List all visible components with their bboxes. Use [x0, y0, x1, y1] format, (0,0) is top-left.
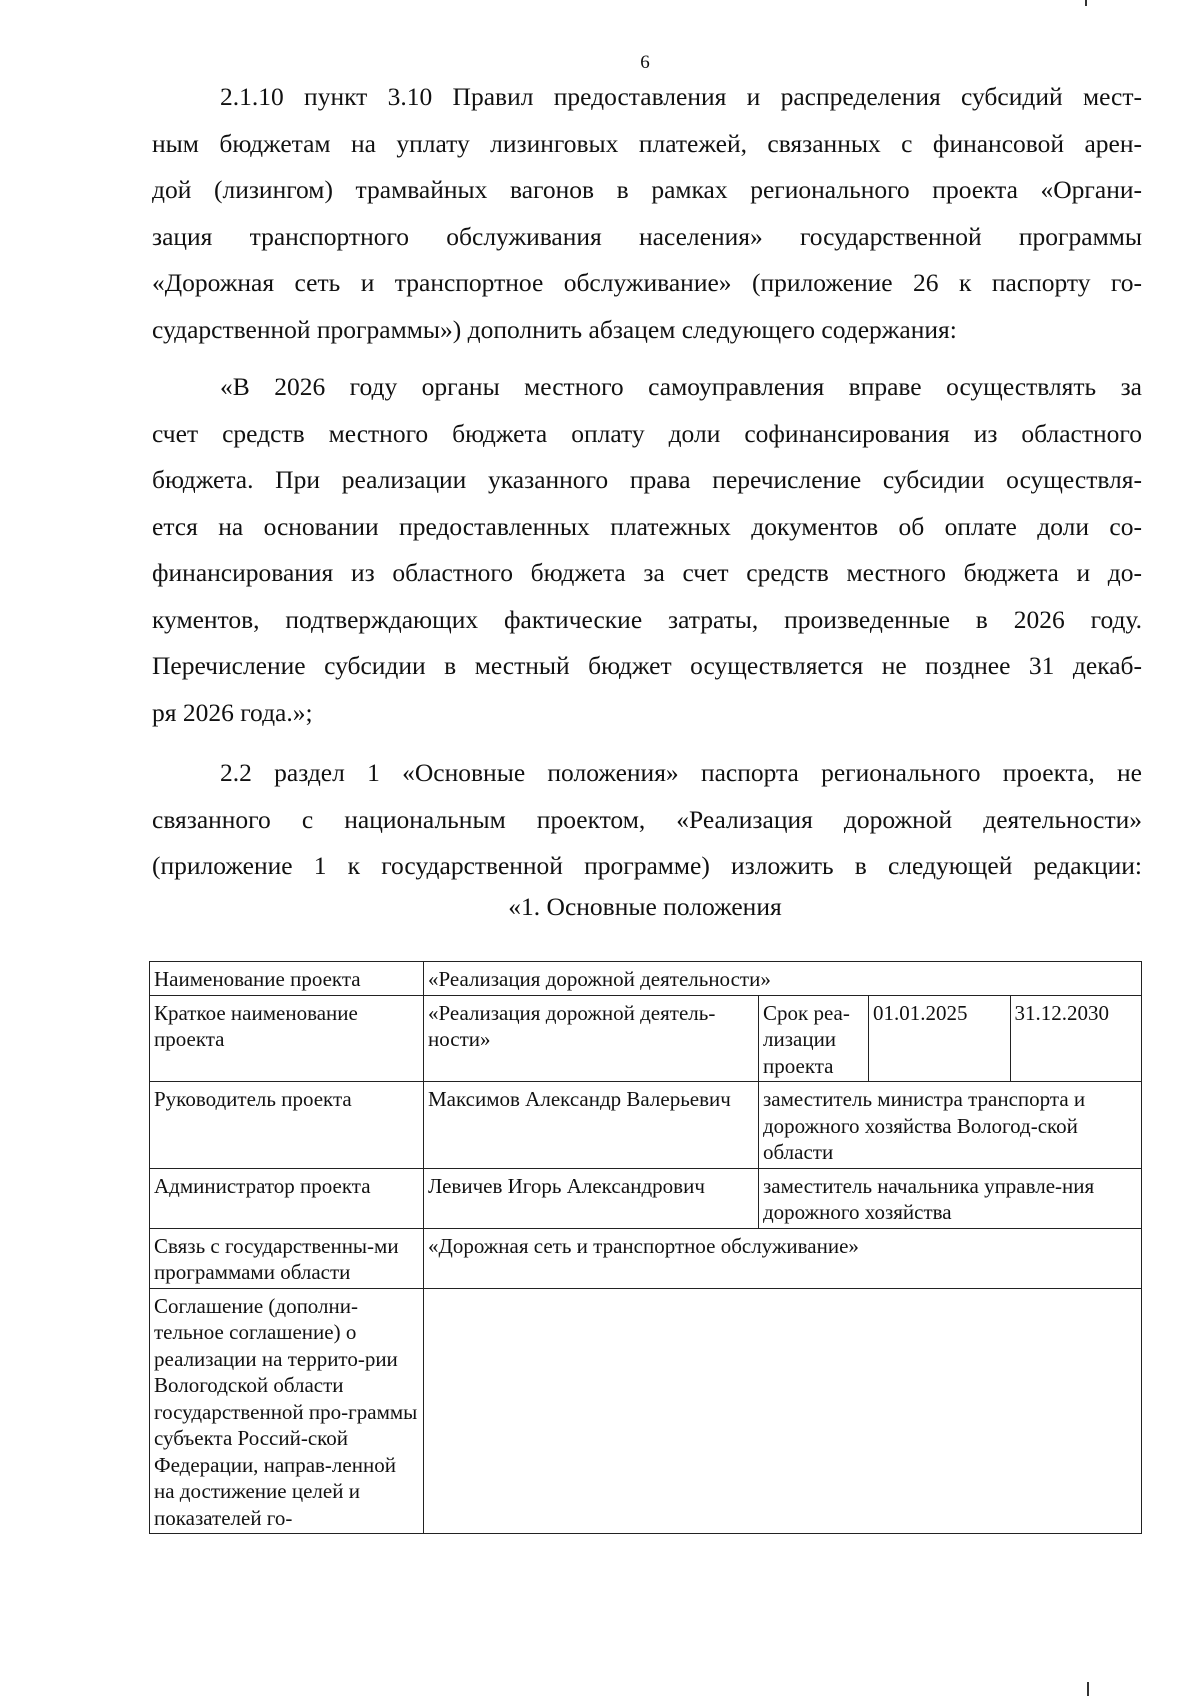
table-row	[150, 1228, 1142, 1288]
scan-mark	[1087, 1682, 1089, 1696]
paragraph-line: 2.2 раздел 1 «Основные положения» паспорта регионального проекта, не	[220, 758, 1142, 787]
paragraph-line: ря 2026 года.»;	[152, 697, 313, 727]
table-row	[150, 1082, 1142, 1169]
program-link-value: «Дорожная сеть и транспортное обслуживание»	[424, 1228, 1142, 1288]
project-info-table	[149, 961, 1142, 1534]
paragraph-line: (приложение 1 к государственной программе) изложить в следующей редакции:	[152, 851, 1142, 880]
paragraph-line: Перечисление субсидии в местный бюджет осуществляется не позднее 31 декаб-	[152, 651, 1142, 680]
project-name-label: Наименование проекта	[150, 962, 424, 996]
program-link-label: Связь с государственны-ми программами области	[150, 1228, 424, 1288]
paragraph-line: «В 2026 году органы местного самоуправления вправе осуществлять за	[220, 372, 1142, 401]
admin-position: заместитель начальника управле-ния дорожного хозяйства	[759, 1168, 1142, 1228]
term-start: 01.01.2025	[869, 995, 1011, 1082]
paragraph-line: бюджета. При реализации указанного права перечисление субсидии осуществля-	[152, 465, 1142, 494]
paragraph-2-2	[152, 750, 1142, 890]
table-row	[150, 1168, 1142, 1228]
page-number: 6	[640, 52, 650, 73]
paragraph-line: кументов, подтверждающих фактические затраты, произведенные в 2026 году.	[152, 604, 1142, 634]
table-row	[150, 995, 1142, 1082]
paragraph-line: финансирования из областного бюджета за счет средств местного бюджета и до-	[152, 558, 1142, 587]
paragraph-line: дой (лизингом) трамвайных вагонов в рамках регионального проекта «Органи-	[152, 175, 1142, 204]
head-label: Руководитель проекта	[150, 1082, 424, 1169]
paragraph-line: «Дорожная сеть и транспортное обслуживание» (приложение 26 к паспорту го-	[152, 268, 1142, 297]
agreement-value	[424, 1288, 1142, 1534]
admin-name: Левичев Игорь Александрович	[424, 1168, 759, 1228]
head-position: заместитель министра транспорта и дорожного хозяйства Вологод-ской области	[759, 1082, 1142, 1169]
paragraph-line: ным бюджетам на уплату лизинговых платежей, связанных с финансовой арен-	[152, 128, 1142, 158]
paragraph-line: сударственной программы») дополнить абзацем следующего содержания:	[152, 314, 957, 344]
short-name-value: «Реализация дорожной деятель-ности»	[424, 995, 759, 1082]
head-name: Максимов Александр Валерьевич	[424, 1082, 759, 1169]
agreement-label: Соглашение (дополни-тельное соглашение) о реализации на террито-рии Вологодской области государственной про-граммы субъекта Россий-ской Федерации, направ-ленной на достижение целей и показателей го-	[150, 1288, 424, 1534]
paragraph-line: счет средств местного бюджета оплату доли софинансирования из областного	[152, 418, 1142, 448]
scan-mark	[1085, 0, 1087, 6]
table-row	[150, 1288, 1142, 1534]
term-label: Срок реа-лизации проекта	[759, 995, 869, 1082]
table-row	[150, 962, 1142, 996]
paragraph-line: зация транспортного обслуживания населения» государственной программы	[152, 221, 1142, 251]
paragraph-quote-2026	[152, 364, 1142, 736]
paragraph-line: 2.1.10 пункт 3.10 Правил предоставления и распределения субсидий мест-	[220, 82, 1142, 111]
section-title: «1. Основные положения	[508, 892, 782, 921]
paragraph-line: связанного с национальным проектом, «Реализация дорожной деятельности»	[152, 804, 1142, 834]
term-end: 31.12.2030	[1010, 995, 1141, 1082]
paragraph-line: ется на основании предоставленных платежных документов об оплате доли со-	[152, 511, 1142, 541]
paragraph-2-1-10	[152, 74, 1142, 353]
project-name-value: «Реализация дорожной деятельности»	[424, 962, 1142, 996]
admin-label: Администратор проекта	[150, 1168, 424, 1228]
short-name-label: Краткое наименование проекта	[150, 995, 424, 1082]
